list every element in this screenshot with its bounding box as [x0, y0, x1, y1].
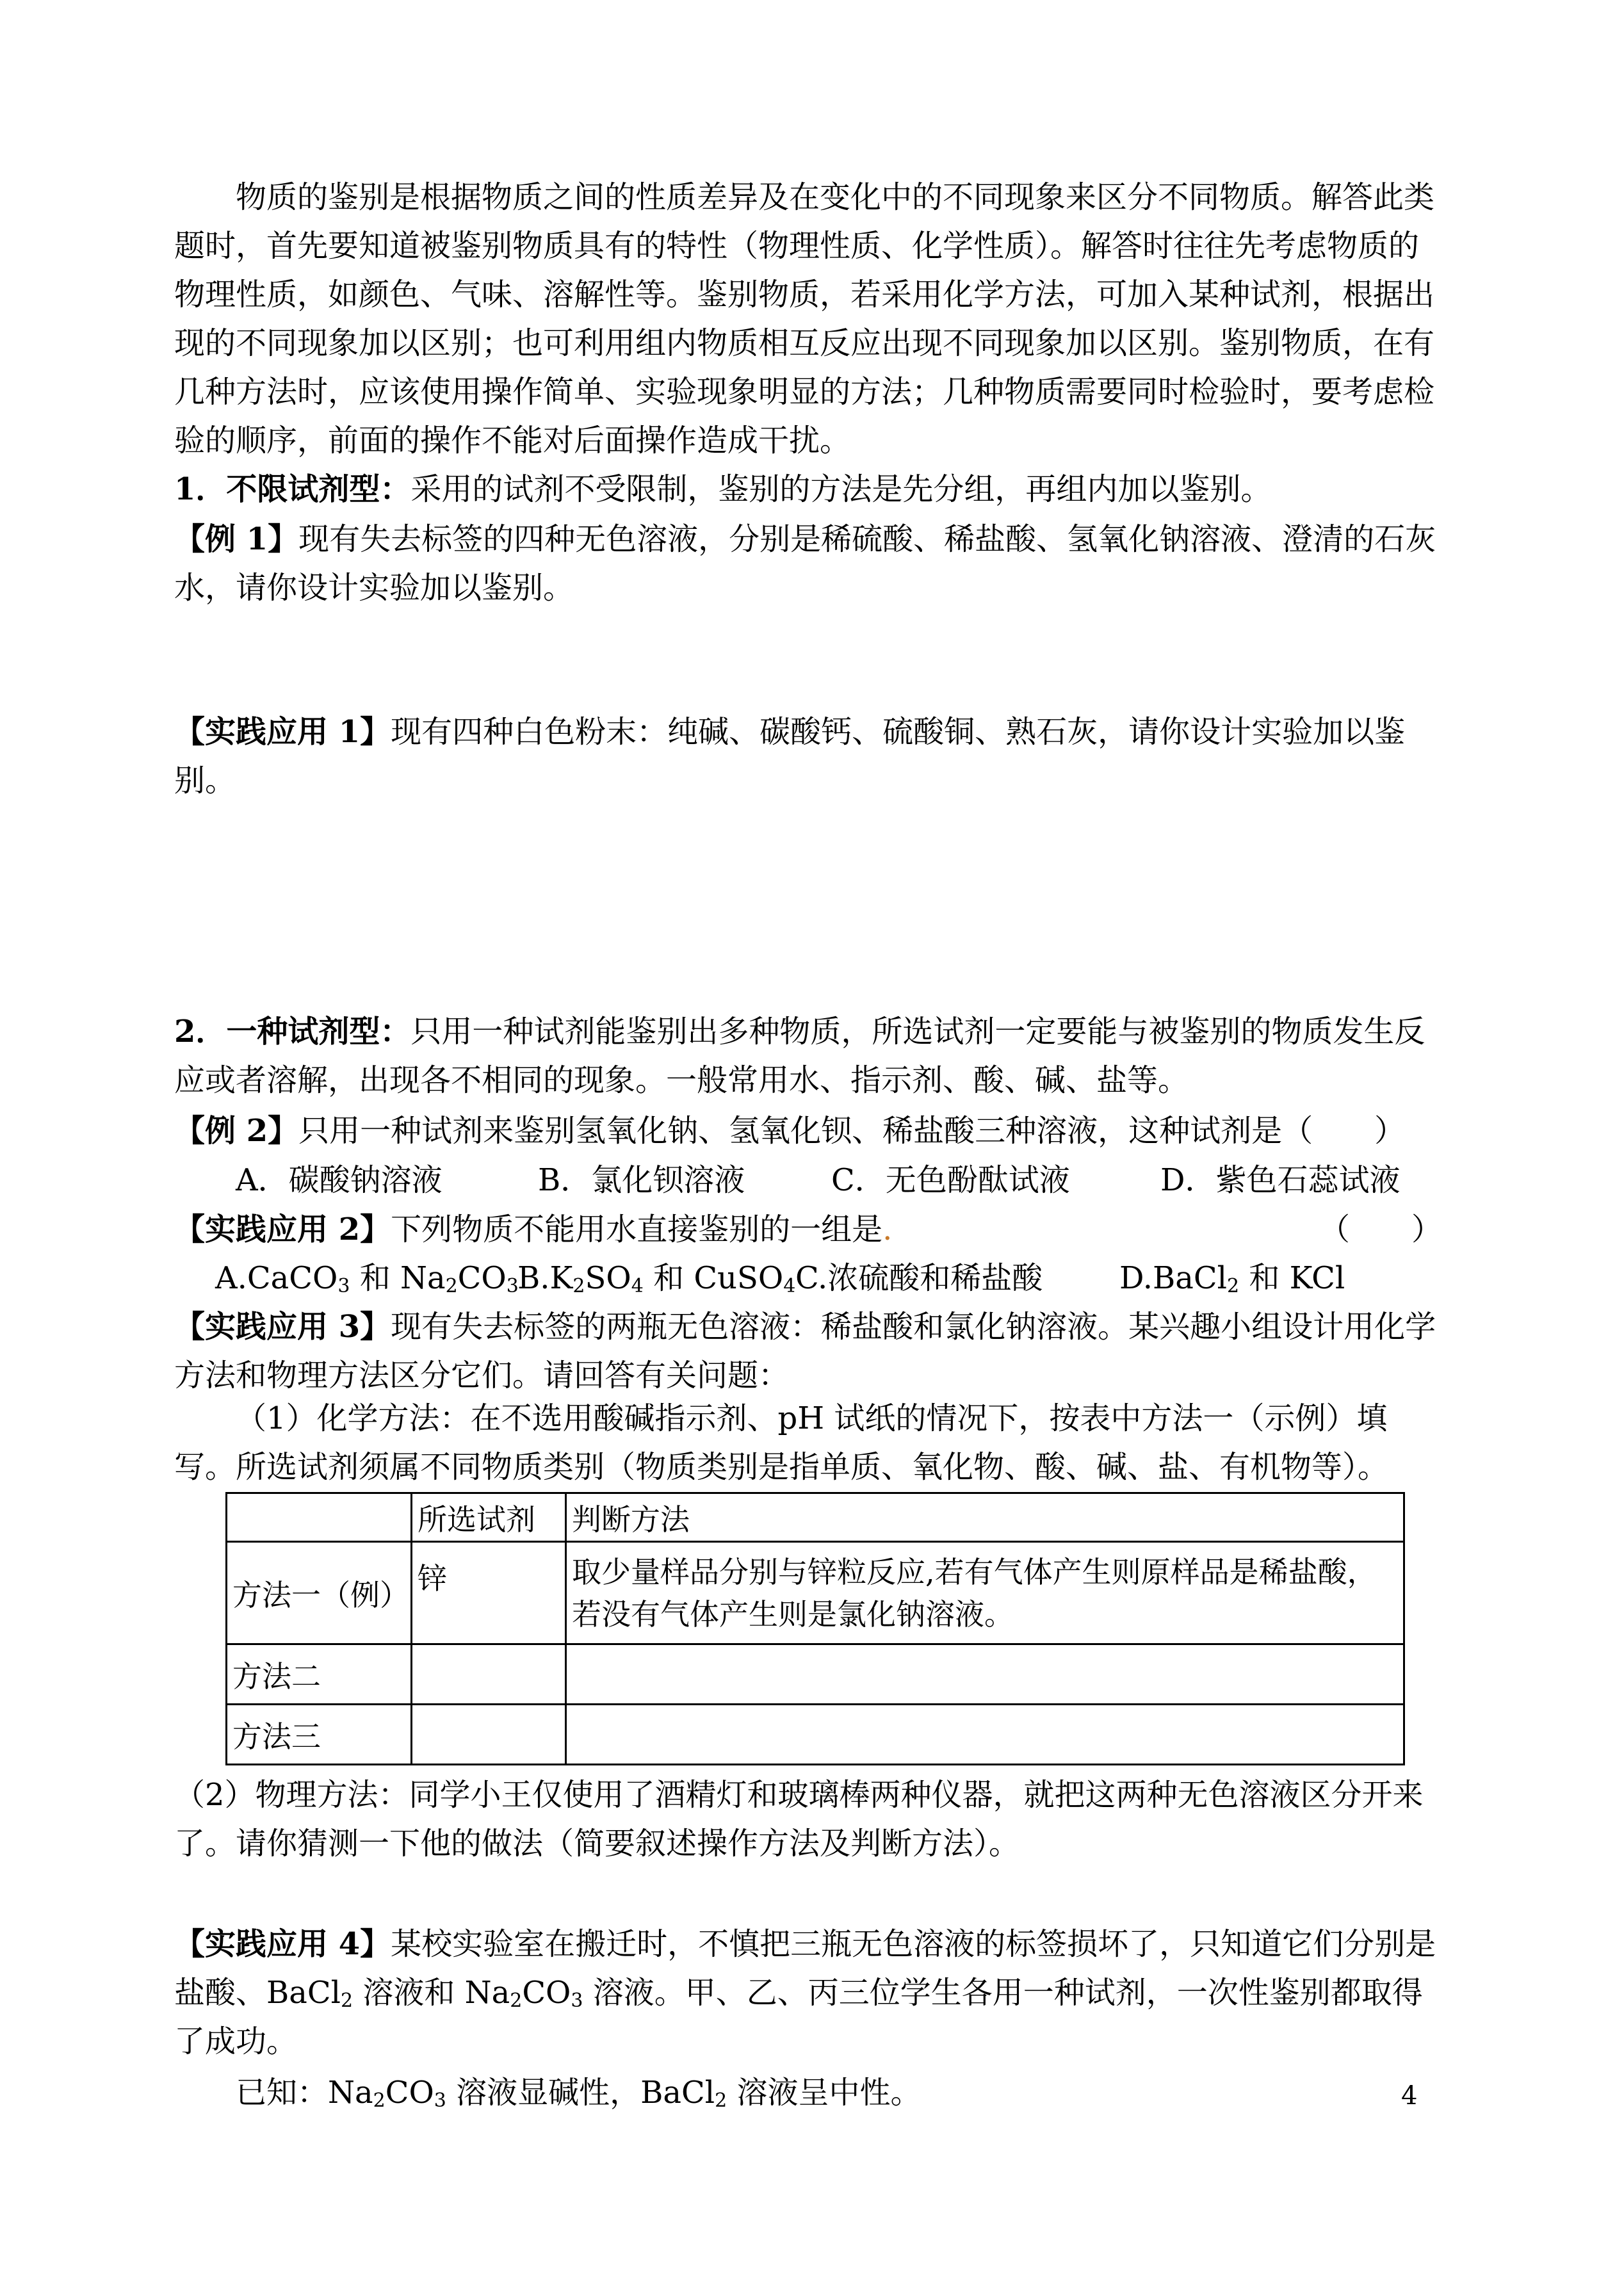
table-header-cell: 判断方法 [566, 1493, 1404, 1542]
example-1-text: 现有失去标签的四种无色溶液，分别是稀硫酸、稀盐酸、氢氧化钠溶液、澄清的石灰水，请你设计实验加以鉴别。 [174, 521, 1436, 606]
table-header-cell: 所选试剂 [412, 1493, 566, 1542]
practice-1-label: 【实践应用 1】 [174, 714, 391, 750]
example-2-label: 【例 2】 [174, 1113, 299, 1149]
section-1 [174, 465, 1449, 514]
example-2 [174, 1107, 1405, 1155]
table-row [227, 1542, 1404, 1644]
section-2 [174, 1007, 1449, 1105]
methods-table [225, 1492, 1405, 1765]
practice-4-known: 已知：$Na_2CO_3$ 溶液显碱性，BaCl$_2$ 溶液呈中性。 [236, 2075, 922, 2112]
practice-2-text: 下列物质不能用水直接鉴别的一组是 [391, 1212, 883, 1247]
practice-1-text: 现有四种白色粉末：纯碱、碳酸钙、硫酸铜、熟石灰，请你设计实验加以鉴别。 [174, 714, 1406, 799]
table-header-cell [227, 1493, 412, 1542]
practice-2-option-a: A.CaCO$_3$ 和 $Na_2CO_3$ [215, 1260, 519, 1297]
example-2-option-c: C．无色酚酞试液 [831, 1162, 1070, 1198]
practice-4-label: 【实践应用 4】 [174, 1926, 391, 1962]
intro-paragraph: 物质的鉴别是根据物质之间的性质差异及在变化中的不同现象来区分不同物质。解答此类题时，首先要知道被鉴别物质具有的特性（物理性质、化学性质）。解答时往往先考虑物质的物理性质，如颜色、气味、溶解性等。鉴别物质，若采用化学方法，可加入某种试剂，根据出现的不同现象加以区别；也可利用组内物质相互反应出现不同现象加以区别。鉴别物质，在有几种方法时，应该使用操作简单、实验现象明显的方法；几种物质需要同时检验时，要考虑检验的顺序，前面的操作不能对后面操作造成干扰。 [174, 179, 1435, 458]
table-cell: 锌 [412, 1542, 566, 1644]
page-number: 4 [1401, 2081, 1418, 2111]
mark-dot-icon: . [882, 1212, 893, 1247]
example-1-label: 【例 1】 [174, 521, 299, 557]
practice-3-question-2: （2）物理方法：同学小王仅使用了酒精灯和玻璃棒两种仪器，就把这两种无色溶液区分开来了。请你猜测一下他的做法（简要叙述操作方法及判断方法）。 [174, 1777, 1424, 1861]
practice-2-option-b: $B.K_2SO_4$ 和 CuSO$_4$ [517, 1260, 796, 1297]
practice-3-label: 【实践应用 3】 [174, 1309, 391, 1345]
table-cell[interactable] [412, 1644, 566, 1705]
table-header-row [227, 1493, 1404, 1542]
practice-2-option-d: D.BaCl$_2$ 和 KCl [1119, 1260, 1345, 1297]
section-1-text: 采用的试剂不受限制，鉴别的方法是先分组，再组内加以鉴别。 [410, 471, 1272, 507]
table-cell[interactable] [566, 1705, 1404, 1765]
table-cell: 方法二 [227, 1644, 412, 1705]
example-2-text: 只用一种试剂来鉴别氢氧化钠、氢氧化钡、稀盐酸三种溶液，这种试剂是（ ） [298, 1113, 1406, 1149]
practice-4: 【实践应用 4】某校实验室在搬迁时，不慎把三瓶无色溶液的标签损坏了，只知道它们分别是盐酸、BaCl$_2$ 溶液和 $Na_2CO_3$ 溶液。甲、乙、丙三位学生各用一种试剂，一次性鉴别都取得了成功。 [174, 1926, 1436, 2059]
section-1-title: 1．不限试剂型： [174, 471, 411, 507]
section-2-text: 只用一种试剂能鉴别出多种物质，所选试剂一定要能与被鉴别的物质发生反应或者溶解，出现各不相同的现象。一般常用水、指示剂、酸、碱、盐等。 [174, 1014, 1425, 1098]
example-2-option-d: D．紫色石蕊试液 [1160, 1162, 1401, 1198]
practice-2 [174, 1205, 892, 1254]
table-cell: 取少量样品分别与锌粒反应,若有气体产生则原样品是稀盐酸，若没有气体产生则是氯化钠溶液。 [566, 1542, 1404, 1644]
table-cell[interactable] [412, 1705, 566, 1765]
example-2-option-a: A．碳酸钠溶液 [236, 1162, 443, 1198]
table-cell: 方法三 [227, 1705, 412, 1765]
table-row [227, 1644, 1404, 1705]
practice-3-question-1: （1）化学方法：在不选用酸碱指示剂、pH 试纸的情况下，按表中方法一（示例）填写。所选试剂须属不同物质类别（物质类别是指单质、氧化物、酸、碱、盐、有机物等）。 [174, 1400, 1389, 1485]
practice-1 [174, 708, 1449, 805]
practice-2-option-c: C.浓硫酸和稀盐酸 [795, 1260, 1043, 1296]
example-2-option-b: B．氯化钡溶液 [538, 1162, 745, 1198]
example-1 [174, 515, 1449, 612]
practice-3-text: 现有失去标签的两瓶无色溶液：稀盐酸和氯化钠溶液。某兴趣小组设计用化学方法和物理方法区分它们。请回答有关问题： [174, 1309, 1436, 1393]
practice-2-answer-blank: （ ） [1319, 1212, 1443, 1247]
table-cell: 方法一（例） [227, 1542, 412, 1644]
practice-2-label: 【实践应用 2】 [174, 1212, 391, 1247]
table-cell[interactable] [566, 1644, 1404, 1705]
table-row [227, 1705, 1404, 1765]
practice-3 [174, 1302, 1449, 1400]
section-2-title: 2．一种试剂型： [174, 1014, 411, 1050]
